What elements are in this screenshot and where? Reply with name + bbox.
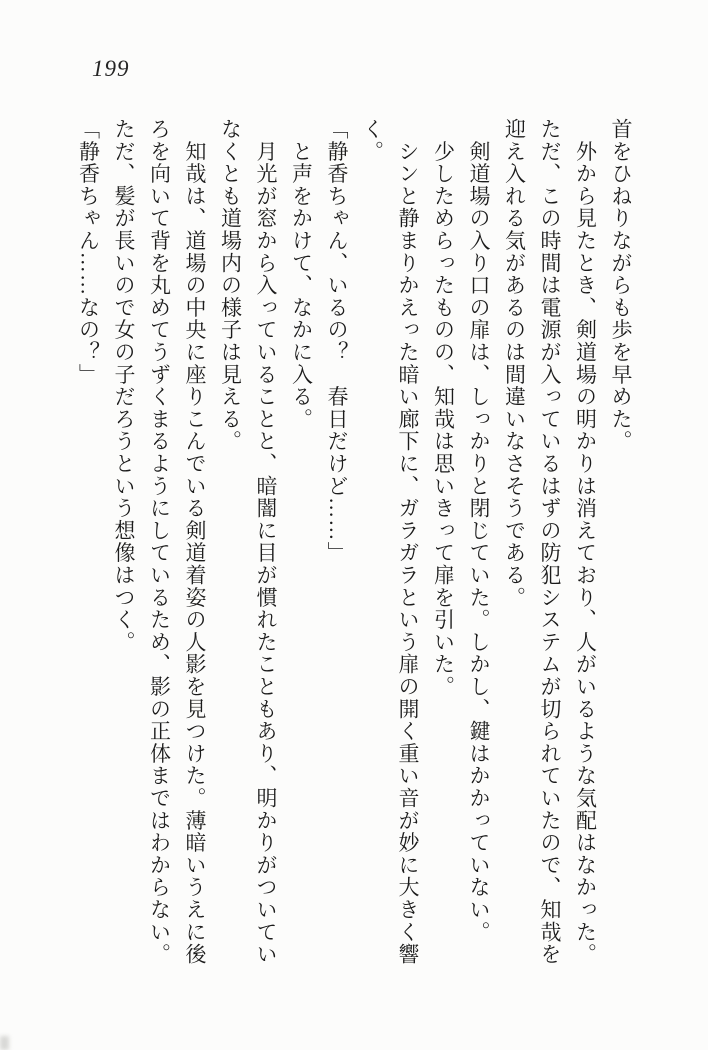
text-column: 剣道場の入り口の扉は、しっかりと閉じていた。しかし、鍵はかかっていない。 [467,118,491,944]
text-column: と声をかけて、なかに入る。 [289,118,314,431]
text-column: 首をひねりながらも歩を早めた。 [609,118,633,453]
page-number: 199 [92,56,130,81]
text-column: 知哉は、道場の中央に座りこんでいる剣道着姿の人影を見つけた。薄暗いうえに後 [183,118,207,966]
text-column: 迎え入れる気があるのは間違いなさそうである。 [502,118,527,609]
text-column: ただ、この時間は電源が入っているはずの防犯システムが切られていたので、知哉を [538,118,562,966]
text-column: く。 [360,118,385,163]
text-column: 少しためらったものの、知哉は思いきって扉を引いた。 [431,118,456,698]
text-column: なくとも道場内の様子は見える。 [218,118,243,453]
scan-artifact [0,1036,9,1050]
text-column: ただ、髪が長いので女の子だろうという想像はつく。 [112,118,136,654]
text-column: シンと静まりかえった暗い廊下に、ガラガラという扉の開く重い音が妙に大きく響 [396,118,420,966]
text-column: ろを向いて背を丸めてうずくまるようにしているため、影の正体まではわからない。 [147,118,172,966]
text-column: 「静香ちゃん……なの？」 [76,118,101,386]
text-column: 月光が窓から入っていることと、暗闇に目が慣れたこともあり、明かりがついてい [254,118,278,966]
text-column: 「静香ちゃん、いるの？ 春日だけど……」 [325,118,349,564]
text-column: 外から見たとき、剣道場の明かりは消えており、人がいるような気配はなかった。 [573,118,598,966]
page-text [70,118,638,974]
